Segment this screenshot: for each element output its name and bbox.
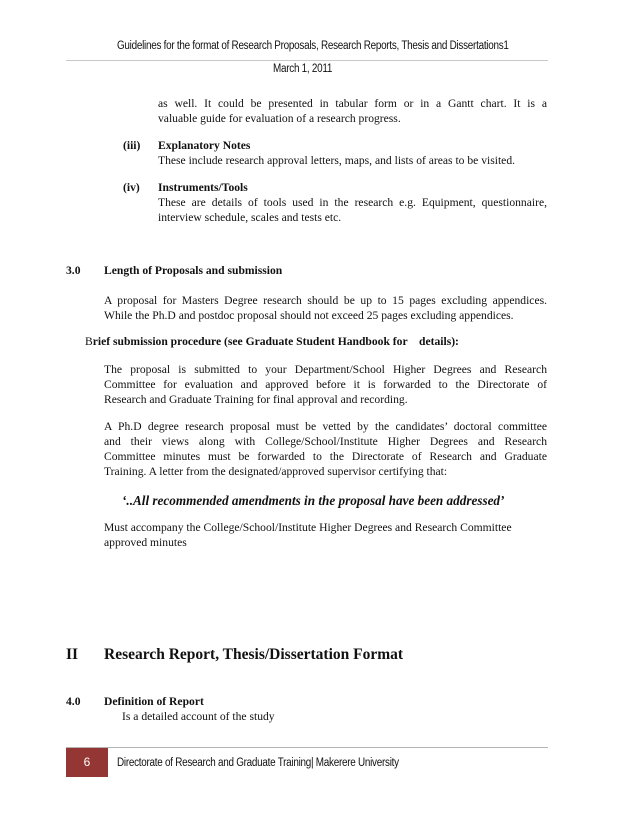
item-iii-number: (iii) <box>123 139 141 152</box>
section-3-p2-line-3: Research and Graduate Training for final approval and recording. <box>104 393 408 406</box>
section-3-p3-line-1: A Ph.D degree research proposal must be vetted by the candidates’ doctoral committee <box>104 420 547 433</box>
header-title: Guidelines for the format of Research Proposals, Research Reports, Thesis and Dissertations1 <box>117 40 509 52</box>
subheading-initial: B <box>85 335 93 348</box>
section-4-text: Is a detailed account of the study <box>122 710 275 723</box>
quote: ‘..All recommended amendments in the proposal have been addressed’ <box>122 493 505 508</box>
section-3-title: Length of Proposals and submission <box>104 264 283 277</box>
footer-text: Directorate of Research and Graduate Training| Makerere University <box>117 757 399 769</box>
continuation-line-1: as well. It could be presented in tabular form or in a Gantt chart. It is a <box>158 97 547 110</box>
section-3-p2-line-2: Committee for evaluation and approved before it is forwarded to the Directorate of <box>104 378 547 391</box>
footer-rule <box>66 747 548 748</box>
continuation-line-2: valuable guide for evaluation of a research progress. <box>158 112 401 125</box>
header-date: March 1, 2011 <box>273 63 333 75</box>
section-4-title: Definition of Report <box>104 695 204 708</box>
section-3-p4-line-2: approved minutes <box>104 536 187 549</box>
submission-subheading <box>85 334 459 349</box>
item-iv-text-line-2: interview schedule, scales and tests etc. <box>158 211 342 224</box>
item-iv-title: Instruments/Tools <box>158 181 248 194</box>
section-3-p1-line-2: While the Ph.D and postdoc proposal should not exceed 25 pages excluding appendices. <box>104 309 514 322</box>
item-iv-number: (iv) <box>123 181 140 194</box>
item-iv-text-line-1: These are details of tools used in the research e.g. Equipment, questionnaire, <box>158 196 547 209</box>
section-3-p1-line-1: A proposal for Masters Degree research should be up to 15 pages excluding appendices. <box>104 294 547 307</box>
footer-page-box <box>66 748 108 777</box>
section-3-p3-line-3: Committee minutes must be forwarded to the Directorate of Research and Graduate <box>104 450 547 463</box>
section-3-p2-line-1: The proposal is submitted to your Department/School Higher Degrees and Research <box>104 363 547 376</box>
header-rule <box>66 60 548 61</box>
section-3-number: 3.0 <box>66 264 81 277</box>
item-iii-title: Explanatory Notes <box>158 139 251 152</box>
subheading-rest: rief submission procedure (see Graduate Student Handbook for details): <box>92 335 459 348</box>
page-number: 6 <box>83 755 91 769</box>
section-4-number: 4.0 <box>66 695 81 708</box>
part-ii-title: Research Report, Thesis/Dissertation Format <box>104 646 404 663</box>
section-3-p3-line-4: Training. A letter from the designated/approved supervisor certifying that: <box>104 465 448 478</box>
section-3-p3-line-2: and their views along with College/School/Institute Higher Degrees and Research <box>104 435 547 448</box>
section-3-p4-line-1: Must accompany the College/School/Institute Higher Degrees and Research Committee <box>104 521 512 534</box>
part-ii-number: II <box>66 646 79 663</box>
item-iii-text: These include research approval letters, maps, and lists of areas to be visited. <box>158 154 516 167</box>
